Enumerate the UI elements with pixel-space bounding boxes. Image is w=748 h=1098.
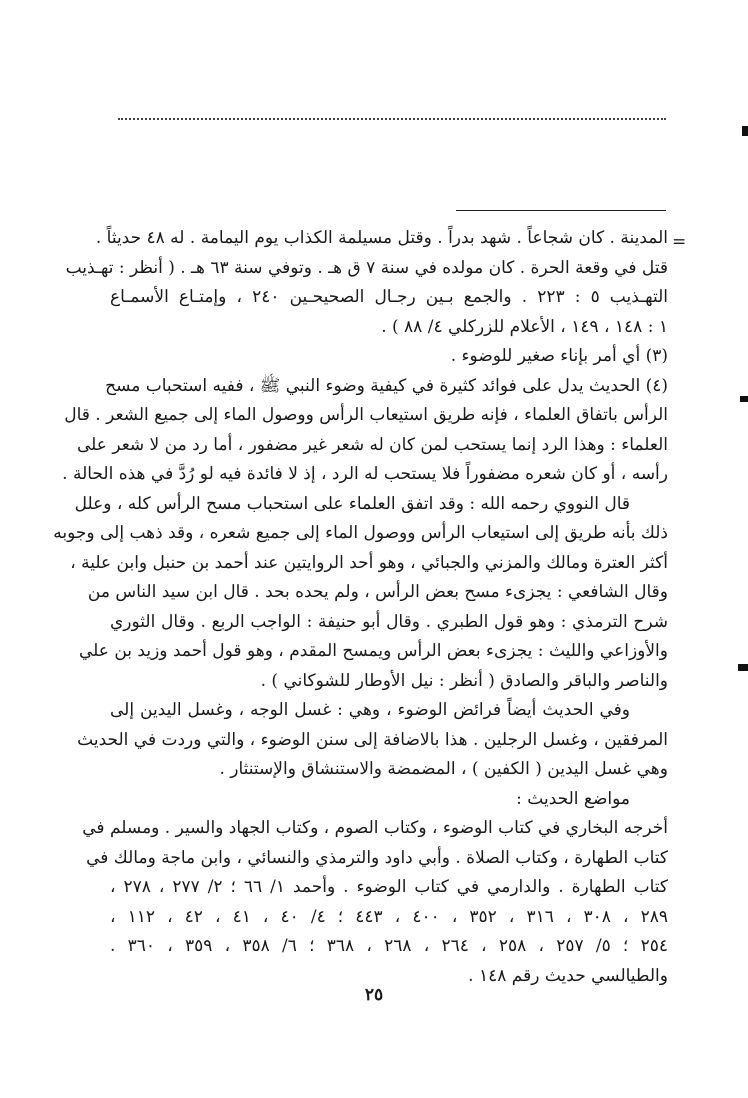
- footnote-line: المدينة . كان شجاعاً . شهد بدراً . وقتل مسيلمة الكذاب يوم اليمامة . له ٤٨ حديثاً .: [95, 228, 668, 248]
- edge-mark: [742, 126, 748, 136]
- paragraph-nawawi: قال النووي رحمه الله : وقد اتفق العلماء على استحباب مسح الرأس كله ، وعلل: [74, 493, 630, 514]
- edge-mark: [740, 396, 748, 402]
- footnote-line: وهي غسل اليدين ( الكفين ) ، المضمضة والاستنشاق والإستنثار .: [219, 759, 668, 779]
- footnote-line: التهـذيب ٥ : ٢٢٣ . والجمع بـين رجـال الصحيحـين ٢٤٠ ، وإمتـاع الأسمـاع: [110, 287, 668, 307]
- footnotes-body: [53, 224, 669, 991]
- footnote-line: والطيالسي حديث رقم ١٤٨ .: [468, 965, 668, 986]
- footnote-line: ٢٨٩ ، ٣٠٨ ، ٣١٦ ، ٣٥٢ ، ٤٠٠ ، ٤٤٣ ؛ ٤/ ٤٠ ، ٤١ ، ٤٢ ، ١١٢ ،: [110, 906, 668, 927]
- footnote-line: وقال الشافعي : يجزىء مسح بعض الرأس ، ولم يحده بحد . قال ابن سيد الناس من: [87, 582, 668, 602]
- dotted-separator: [118, 118, 666, 120]
- footnote-rule: [456, 210, 666, 211]
- footnote-line: المرفقين ، وغسل الرجلين . هذا بالاضافة إلى سنن الوضوء ، والتي وردت في الحديث: [77, 729, 668, 750]
- page-number: ٢٥: [364, 985, 384, 1005]
- footnote-line: ذلك بأنه طريق إلى استيعاب الرأس ووصول الماء إلى جميع شعره ، وقد ذهب إلى وجوبه: [53, 523, 668, 543]
- footnote-line: كتاب الطهارة ، وكتاب الصلاة . وأبي داود والترمذي والنسائي ، وابن ماجة ومالك في: [86, 847, 668, 868]
- edge-mark: [738, 664, 748, 671]
- footnote-line: ٢٥٤ ؛ ٥/ ٢٥٧ ، ٢٥٨ ، ٢٦٤ ، ٢٦٨ ، ٣٦٨ ؛ ٦/ ٣٥٨ ، ٣٥٩ ، ٣٦٠ .: [110, 936, 668, 956]
- footnote-line: كتاب الطهارة . والدارمي في كتاب الوضوء . وأحمد ١/ ٦٦ ؛ ٢/ ٢٧٧ ، ٢٧٨ ،: [110, 877, 669, 897]
- footnote-line: ١ : ١٤٨ ، ١٤٩ ، الأعلام للزركلي ٤/ ٨٨ ) .: [381, 316, 668, 337]
- footnote-4: (٤) الحديث يدل على فوائد كثيرة في كيفية وضوء النبي ﷺ ، ففيه استحباب مسح: [105, 375, 668, 396]
- footnote-line: والأوزاعي والليث : يجزىء بعض الرأس ويمسح المقدم ، وهو قول أحمد وزيد بن علي: [79, 641, 668, 661]
- continuation-mark: =: [672, 232, 687, 252]
- footnote-line: قتل في وقعة الحرة . كان مولده في سنة ٧ ق هـ . وتوفي سنة ٦٣ هـ . ( أنظر : تهـذيب: [65, 257, 668, 278]
- section-heading: مواضع الحديث :: [516, 788, 630, 809]
- footnote-line: الرأس باتفاق العلماء ، فإنه طريق استيعاب الرأس ووصول الماء إلى جميع الشعر . قال: [64, 405, 668, 425]
- footnote-line: رأسه ، أو كان شعره مضفوراً فلا يستحب له الرد ، إذ لا فائدة فيه لو رُدَّ في هذه الحالة .: [62, 464, 668, 484]
- footnote-line: أخرجه البخاري في كتاب الوضوء ، وكتاب الصوم ، وكتاب الجهاد والسير . ومسلم في: [82, 818, 668, 838]
- footnote-3: (٣) أي أمر بإناء صغير للوضوء .: [450, 346, 668, 366]
- footnote-line: والناصر والباقر والصادق ( أنظر : نيل الأوطار للشوكاني ) .: [260, 670, 668, 691]
- paragraph-faraid: وفي الحديث أيضاً فرائض الوضوء ، وهي : غسل الوجه ، وغسل اليدين إلى: [110, 700, 630, 720]
- footnote-line: العلماء : وهذا الرد إنما يستحب لمن كان له شعر غير مضفور ، أما رد من لا شعر على: [76, 434, 668, 455]
- footnote-line: شرح الترمذي : وهو قول الطبري . وقال أبو حنيفة : الواجب الربع . وقال الثوري: [110, 611, 668, 632]
- footnote-line: أكثر العترة ومالك والمزني والجبائي ، وهو أحد الروايتين عند أحمد بن حنبل وابن علية ،: [70, 552, 668, 573]
